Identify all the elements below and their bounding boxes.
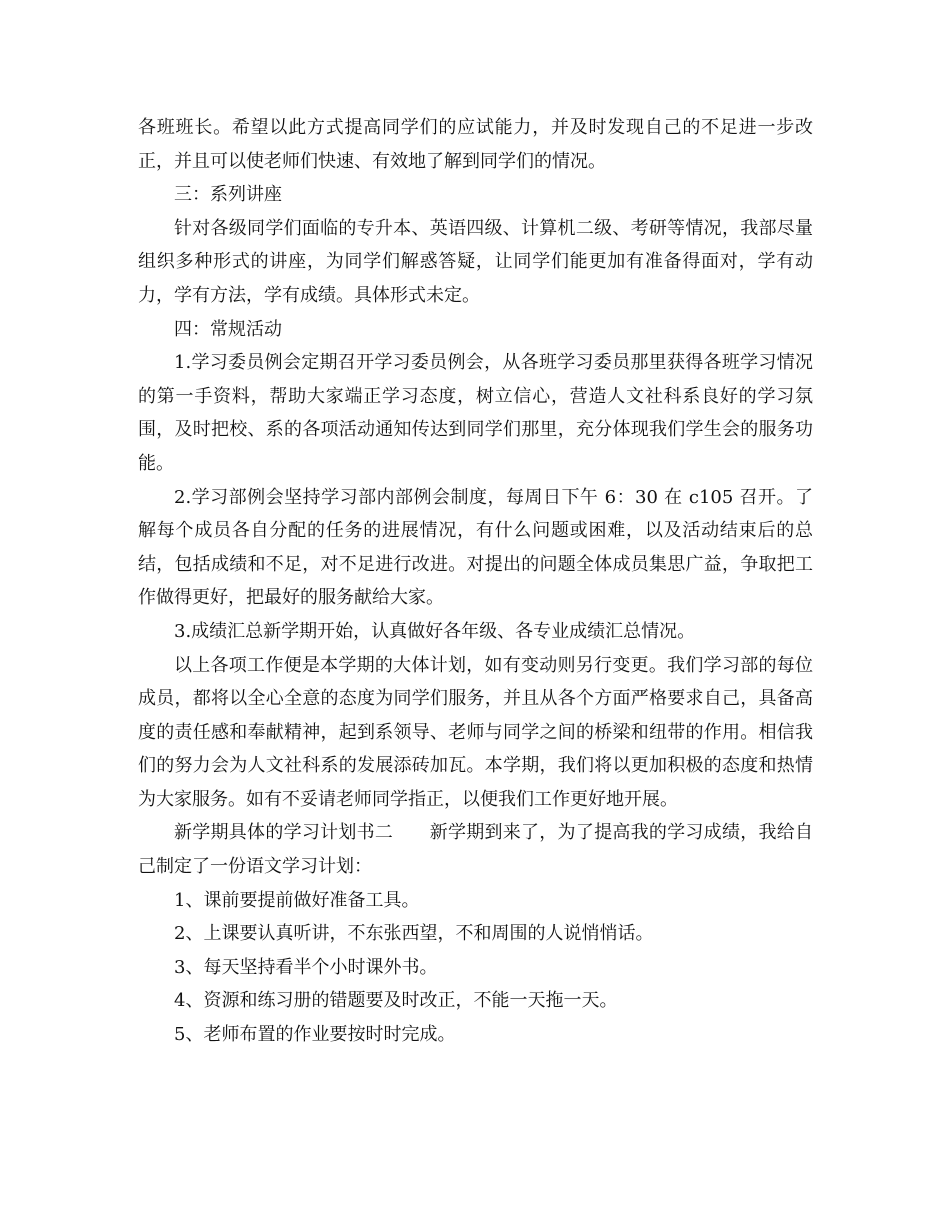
- section-heading-lectures: 三：系列讲座: [174, 184, 282, 206]
- section-heading-routine: 四：常规活动: [174, 318, 282, 340]
- list-item-1: 1、课前要提前做好准备工具。: [174, 889, 420, 911]
- paragraph-routine-1: 1.学习委员例会定期召开学习委员例会，从各班学习委员那里获得各班学习情况的第一手资料，帮助大家端正学习态度，树立信心，营造人文社科系良好的学习氛围，及时把校、系的各项活动通知传达到同学们那里，充分体现我们学生会的服务功能。: [138, 352, 813, 474]
- paragraph-1: 各班班长。希望以此方式提高同学们的应试能力，并及时发现自己的不足进一步改正，并且可以使老师们快速、有效地了解到同学们的情况。: [138, 117, 813, 172]
- list-item-5: 5、老师布置的作业要按时时完成。: [174, 1024, 456, 1046]
- document-body: [138, 111, 813, 1052]
- paragraph-plan-two-intro: 新学期具体的学习计划书二 新学期到来了，为了提高我的学习成绩，我给自己制定了一份语文学习计划：: [138, 822, 813, 878]
- paragraph-summary: 以上各项工作便是本学期的大体计划，如有变动则另行变更。我们学习部的每位成员，都将以全心全意的态度为同学们服务，并且从各个方面严格要求自己，具备高度的责任感和奉献精神，起到系领导、老师与同学之间的桥梁和纽带的作用。相信我们的努力会为人文社科系的发展添砖加瓦。本学期，我们将以更加积极的态度和热情为大家服务。如有不妥请老师同学指正，以便我们工作更好地开展。: [138, 654, 813, 810]
- paragraph-lectures: 针对各级同学们面临的专升本、英语四级、计算机二级、考研等情况，我部尽量组织多种形式的讲座，为同学们解惑答疑，让同学们能更加有准备得面对，学有动力，学有方法，学有成绩。具体形式未定。: [138, 217, 813, 306]
- paragraph-routine-2: 2.学习部例会坚持学习部内部例会制度，每周日下午 6：30 在 c105 召开。了解每个成员各自分配的任务的进展情况，有什么问题或困难，以及活动结束后的总结，包括成绩和不足，对不足进行改进。对提出的问题全体成员集思广益，争取把工作做得更好，把最好的服务献给大家。: [138, 486, 813, 609]
- paragraph-routine-3: 3.成绩汇总新学期开始，认真做好各年级、各专业成绩汇总情况。: [174, 620, 696, 642]
- list-item-3: 3、每天坚持看半个小时课外书。: [174, 956, 438, 978]
- list-item-2: 2、上课要认真听讲，不东张西望，不和周围的人说悄悄话。: [174, 923, 654, 945]
- list-item-4: 4、资源和练习册的错题要及时改正，不能一天拖一天。: [174, 990, 618, 1012]
